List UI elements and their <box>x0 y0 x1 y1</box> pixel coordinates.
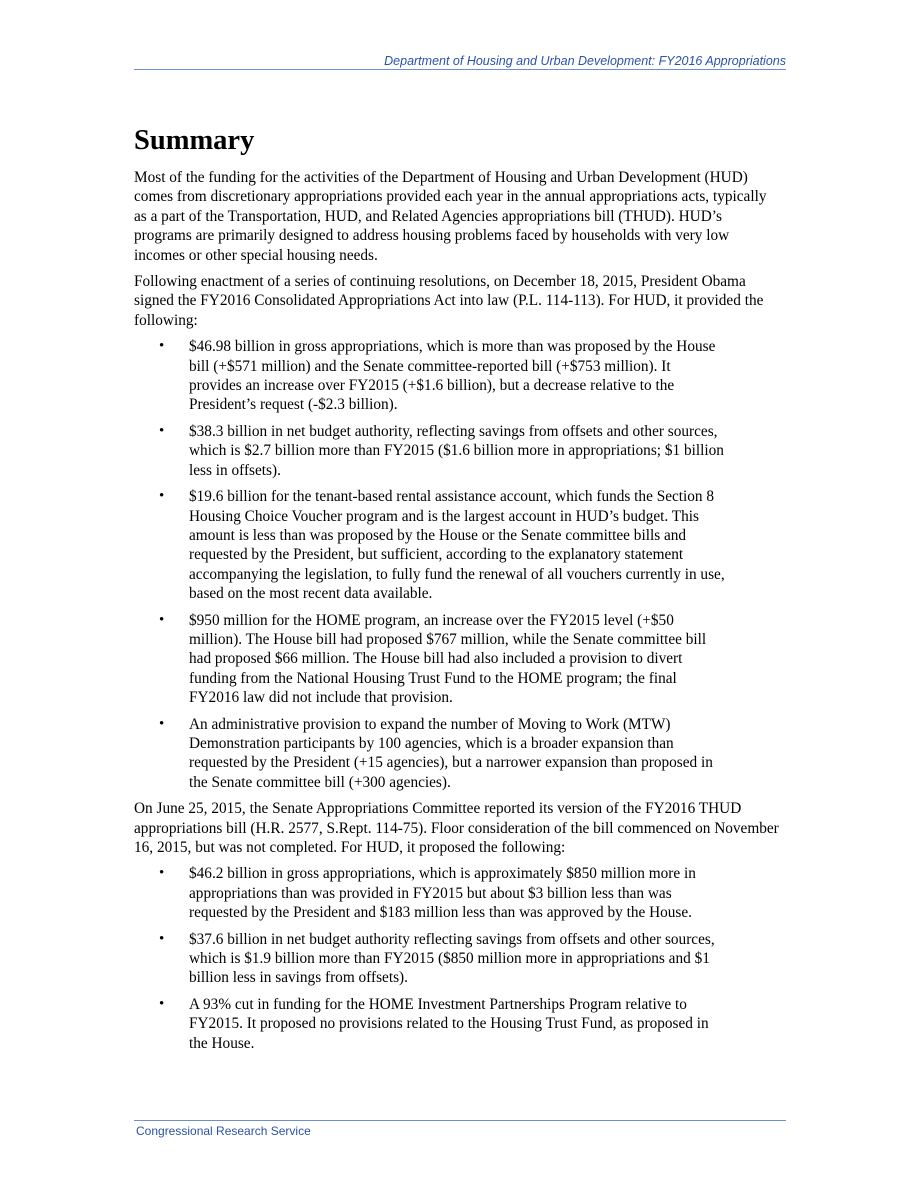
senate-paragraph: On June 25, 2015, the Senate Appropriations Committee reported its version of the FY2016 THUD appropriations bill (H.R. 2577, S.Rept. 114-75). Floor consideration of the bill commenced on November 16, 2015, but was not completed. For HUD, it proposed the following: <box>134 800 779 856</box>
list-item <box>134 337 782 415</box>
header-rule <box>134 69 786 70</box>
list-item-text: An administrative provision to expand the number of Moving to Work (MTW) Demonstration participants by 100 agencies, which is a broader expansion than requested by the President (+15 agencies), but a narrower expansion than proposed in the Senate committee bill (+300 agencies). <box>189 715 713 791</box>
list-item-text: $950 million for the HOME program, an increase over the FY2015 level (+$50 million). The House bill had proposed $767 million, while the Senate committee bill had proposed $66 million. The House bill had also included a provision to divert funding from the National Housing Trust Fund to the HOME program; the final FY2016 law did not include that provision. <box>189 611 707 707</box>
bullet-icon: • <box>159 488 165 505</box>
bullet-icon: • <box>159 338 165 355</box>
bullet-icon: • <box>159 865 165 882</box>
bullet-icon: • <box>159 611 165 628</box>
page-content <box>134 124 782 1060</box>
enactment-paragraph: Following enactment of a series of continuing resolutions, on December 18, 2015, President Obama signed the FY2016 Consolidated Appropriations Act into law (P.L. 114-113). For HUD, it provided the following: <box>134 273 764 329</box>
list-item <box>134 864 782 922</box>
list-item-text: $19.6 billion for the tenant-based rental assistance account, which funds the Section 8 Housing Choice Voucher program and is the largest account in HUD’s budget. This amount is less than was proposed by the House or the Senate committee bills and requested by the President, but sufficient, according to the explanatory statement accompanying the legislation, to fully fund the renewal of all vouchers currently in use, based on the most recent data available. <box>189 488 725 603</box>
bullet-icon: • <box>159 715 165 732</box>
intro-paragraph: Most of the funding for the activities of the Department of Housing and Urban Development (HUD) comes from discretionary appropriations provided each year in the annual appropriations acts, typically as a part of the Transportation, HUD, and Related Agencies appropriations bill (THUD). HUD’s programs are primarily designed to address housing problems faced by households with very low incomes or other special housing needs. <box>134 169 767 264</box>
footer-rule <box>134 1120 786 1121</box>
list-item <box>134 487 782 603</box>
bullet-icon: • <box>159 930 165 947</box>
list-item-text: $37.6 billion in net budget authority reflecting savings from offsets and other sources, which is $1.9 billion more than FY2015 ($850 million more in appropriations and $1 billion less in savings from offsets). <box>189 930 715 987</box>
section-heading: Summary <box>134 125 255 156</box>
list-item-text: $46.98 billion in gross appropriations, which is more than was proposed by the House bill (+$571 million) and the Senate committee-reported bill (+$753 million). It provides an increase over FY2015 (+$1.6 billion), but a decrease relative to the President’s request (-$2.3 billion). <box>189 338 716 414</box>
list-item-text: $46.2 billion in gross appropriations, which is approximately $850 million more in appropriations than was provided in FY2015 but about $3 billion less than was requested by the President and $183 million less than was approved by the House. <box>189 865 696 922</box>
list-item <box>134 422 782 480</box>
list-item-text: A 93% cut in funding for the HOME Investment Partnerships Program relative to FY2015. It proposed no provisions related to the Housing Trust Fund, as proposed in the House. <box>189 995 709 1052</box>
running-footer: Congressional Research Service <box>136 1124 311 1138</box>
list-item <box>134 995 782 1053</box>
bullet-icon: • <box>159 995 165 1012</box>
bullet-icon: • <box>159 422 165 439</box>
list-item <box>134 930 782 988</box>
running-header: Department of Housing and Urban Development: FY2016 Appropriations <box>384 54 786 68</box>
list-item <box>134 611 782 708</box>
list-item <box>134 715 782 793</box>
list-item-text: $38.3 billion in net budget authority, reflecting savings from offsets and other sources, which is $2.7 billion more than FY2015 ($1.6 billion more in appropriations; $1 billion less in offsets). <box>189 422 724 479</box>
senate-list <box>134 864 782 1053</box>
enacted-list <box>134 337 782 792</box>
